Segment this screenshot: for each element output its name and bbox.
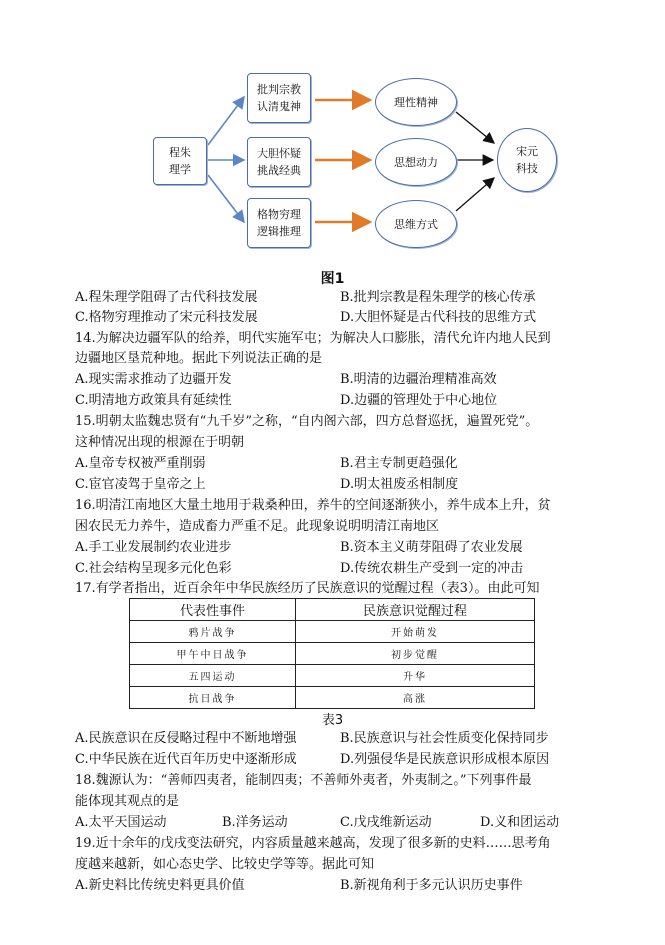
node-line: 认清鬼神 (257, 100, 301, 113)
q18-option-d: D.义和团运动 (480, 815, 560, 830)
table-cell: 抗日战争 (130, 687, 296, 709)
node-label: 理性精神 (394, 96, 438, 109)
q16-stem-line-1: 16.明清江南地区大量土地用于栽桑种田，养牛的空间逐渐狭小，养牛成本上升，贫 (75, 498, 551, 513)
node-ideological-motive (375, 138, 457, 186)
q14-option-a: A.现实需求推动了边疆开发 (75, 372, 232, 387)
q19-stem-line-1: 19.近十余年的戊戌变法研究，内容质量越来越高，发现了很多新的史料……思考角 (75, 836, 551, 851)
q14-option-c: C.明清地方政策具有延续性 (75, 393, 232, 408)
figure-1-diagram (0, 0, 665, 265)
q16-option-b: B.资本主义萌芽阻碍了农业发展 (340, 540, 523, 555)
table-row (130, 665, 535, 687)
q19-stem-line-2: 度越来越新，如心态史学、比较史学等等。据此可知 (75, 857, 375, 872)
q15-stem-line-1: 15.明朝太监魏忠贤有“九千岁”之称，“自内阁六部，四方总督巡抚，遍置死党”。 (75, 414, 539, 429)
node-target-line-1: 宋元 (516, 145, 538, 158)
node-line: 挑战经典 (257, 164, 301, 177)
q17-option-b: B.民族意识与社会性质变化保持同步 (340, 731, 549, 746)
arrow-source-to-critique (208, 97, 244, 145)
q14-option-b: B.明清的边疆治理精准高效 (340, 372, 497, 387)
q16-option-c: C.社会结构呈现多元化色彩 (75, 561, 232, 576)
table-row (130, 687, 535, 709)
table-header-row (130, 599, 535, 621)
q16-option-a: A.手工业发展制约农业进步 (75, 540, 232, 555)
table-cell: 开始萌发 (296, 621, 535, 643)
node-rational-spirit (375, 78, 457, 126)
q15-option-a: A.皇帝专权被严重削弱 (75, 456, 206, 471)
table-3 (129, 598, 535, 709)
q14-option-d: D.边疆的管理处于中心地位 (340, 393, 498, 408)
q18-option-b: B.洋务运动 (222, 815, 288, 830)
q18-stem-line-2: 能体现其观点的是 (75, 794, 180, 809)
q15-stem-line-2: 这种情况出现的根源在于明朝 (75, 435, 245, 450)
node-cheng-zhu-neo-confucianism (153, 137, 207, 185)
node-line: 批判宗教 (257, 83, 301, 96)
table-cell: 初步觉醒 (296, 643, 535, 665)
q14-stem-line-1: 14.为解决边疆军队的给养，明代实施军屯；为解决人口膨胀，清代允许内地人民到 (75, 331, 551, 346)
q16-option-d: D.传统农耕生产受到一定的冲击 (340, 561, 524, 576)
node-line: 逻辑推理 (257, 225, 301, 238)
q13-option-a: A.程朱理学阻碍了古代科技发展 (75, 290, 258, 305)
q17-option-c: C.中华民族在近代百年历史中逐渐形成 (75, 752, 297, 767)
arrow-source-to-reasoning (208, 175, 244, 222)
figure-caption: 图1 (320, 271, 345, 287)
node-label: 思想动力 (394, 156, 438, 169)
q17-option-a: A.民族意识在反侵略过程中不断地增强 (75, 731, 297, 746)
diagram-arrows (0, 0, 665, 265)
table-header-event: 代表性事件 (130, 599, 296, 621)
node-line: 大胆怀疑 (257, 147, 301, 160)
table-cell: 升华 (296, 665, 535, 687)
q16-stem-line-2: 困农民无力养牛，造成畜力严重不足。此现象说明明清江南地区 (75, 519, 440, 534)
table-row (130, 621, 535, 643)
node-logical-reasoning (247, 198, 311, 248)
q19-option-b: B.新视角利于多元认识历史事件 (340, 878, 523, 893)
node-way-of-thinking (375, 200, 457, 248)
node-bold-doubt (247, 137, 311, 187)
q15-option-c: C.宦官凌驾于皇帝之上 (75, 477, 206, 492)
q13-option-d: D.大胆怀疑是古代科技的思维方式 (340, 310, 537, 325)
q18-option-c: C.戊戌维新运动 (340, 815, 432, 830)
table-cell: 五四运动 (130, 665, 296, 687)
q14-stem-line-2: 边疆地区垦荒种地。据此下列说法正确的是 (75, 351, 323, 366)
arrow-thinking-to-target (456, 178, 494, 211)
node-target-line-2: 科技 (516, 162, 538, 175)
node-source-line-2: 理学 (169, 163, 191, 176)
node-critique-religion (247, 73, 311, 123)
q15-option-d: D.明太祖废丞相制度 (340, 477, 459, 492)
q17-option-d: D.列强侵华是民族意识形成根本原因 (340, 752, 550, 767)
node-source-line-1: 程朱 (169, 146, 191, 159)
table-cell: 鸦片战争 (130, 621, 296, 643)
q19-option-a: A.新史料比传统史料更具价值 (75, 878, 245, 893)
table-header-process: 民族意识觉醒过程 (296, 599, 535, 621)
q18-stem-line-1: 18.魏源认为：“善师四夷者，能制四夷；不善师外夷者，外夷制之。”下列事件最 (75, 773, 532, 788)
node-label: 思维方式 (394, 218, 438, 231)
node-line: 格物穷理 (257, 208, 301, 221)
q13-option-b: B.批判宗教是程朱理学的核心传承 (340, 290, 536, 305)
q15-option-b: B.君主专制更趋强化 (340, 456, 458, 471)
table-caption: 表3 (321, 713, 344, 728)
q18-option-a: A.太平天国运动 (75, 815, 167, 830)
q13-option-c: C.格物穷理推动了宋元科技发展 (75, 310, 258, 325)
table-cell: 甲午中日战争 (130, 643, 296, 665)
node-song-yuan-technology (497, 128, 557, 192)
table-cell: 高涨 (296, 687, 535, 709)
arrow-rational-to-target (456, 112, 494, 143)
table-row (130, 643, 535, 665)
q17-stem-line-1: 17.有学者指出，近百余年中华民族经历了民族意识的觉醒过程（表3）。由此可知 (75, 581, 540, 596)
